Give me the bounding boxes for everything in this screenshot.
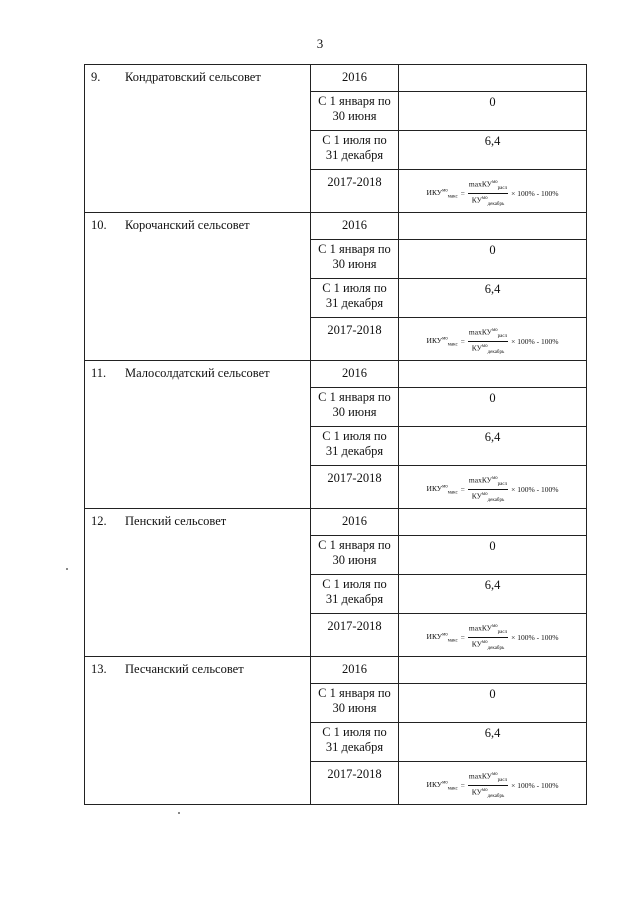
settlement-cell <box>85 657 311 805</box>
year-label: 2016 <box>342 662 367 676</box>
value-cell <box>399 388 587 427</box>
period-label: С 1 января по 30 июня <box>318 242 391 271</box>
period-cell <box>311 723 399 762</box>
index-value: 0 <box>489 391 496 405</box>
formula: $ИКУ^{мо}_{макс}$ = $\frac{\max КУ^{мо}_{расл}}{КУ^{мо}_{декабрь}}$ × 100% - 100% <box>426 327 559 355</box>
formula: $ИКУ^{мо}_{макс}$ = $\frac{\max КУ^{мо}_{расл}}{КУ^{мо}_{декабрь}}$ × 100% - 100% <box>426 771 559 799</box>
value-cell-empty <box>399 213 587 240</box>
table-row <box>85 509 587 536</box>
settlement-name: Малосолдатский сельсовет <box>125 366 270 380</box>
period-label: С 1 июля по 31 декабря <box>322 429 387 458</box>
year-cell <box>311 361 399 388</box>
year-label: 2017-2018 <box>327 471 382 485</box>
index-value: 6,4 <box>484 282 501 296</box>
settlement-name: Корочанский сельсовет <box>125 218 250 232</box>
year-label: 2016 <box>342 218 367 232</box>
year-label: 2017-2018 <box>327 767 382 781</box>
year-label: 2016 <box>342 514 367 528</box>
formula-cell <box>399 318 587 361</box>
formula: $ИКУ^{мо}_{макс}$ = $\frac{\max КУ^{мо}_{расл}}{КУ^{мо}_{декабрь}}$ × 100% - 100% <box>426 475 559 503</box>
period-cell <box>311 575 399 614</box>
value-cell <box>399 536 587 575</box>
year-cell <box>311 509 399 536</box>
value-cell <box>399 92 587 131</box>
value-cell <box>399 723 587 762</box>
value-cell-empty <box>399 361 587 388</box>
year-cell <box>311 65 399 92</box>
year-label: 2016 <box>342 70 367 84</box>
value-cell <box>399 684 587 723</box>
formula-cell <box>399 466 587 509</box>
period-cell <box>311 388 399 427</box>
period-label: С 1 января по 30 июня <box>318 390 391 419</box>
table-row <box>85 65 587 92</box>
settlement-number: 10. <box>91 218 107 232</box>
value-cell <box>399 131 587 170</box>
year-cell <box>311 318 399 361</box>
settlement-number: 12. <box>91 514 107 528</box>
settlement-number: 11. <box>91 366 107 380</box>
year-cell <box>311 762 399 805</box>
period-cell <box>311 427 399 466</box>
value-cell <box>399 427 587 466</box>
value-cell-empty <box>399 509 587 536</box>
index-value: 6,4 <box>484 134 501 148</box>
index-value: 6,4 <box>484 726 501 740</box>
index-value: 0 <box>489 243 496 257</box>
period-label: С 1 января по 30 июня <box>318 538 391 567</box>
period-label: С 1 июля по 31 декабря <box>322 133 387 162</box>
formula: $ИКУ^{мо}_{макс}$ = $\frac{\max КУ^{мо}_{расл}}{КУ^{мо}_{декабрь}}$ × 100% - 100% <box>426 623 559 651</box>
settlement-cell <box>85 65 311 213</box>
period-label: С 1 января по 30 июня <box>318 686 391 715</box>
settlement-number: 13. <box>91 662 107 676</box>
year-cell <box>311 657 399 684</box>
year-label: 2016 <box>342 366 367 380</box>
scan-speck <box>178 812 180 814</box>
value-cell <box>399 575 587 614</box>
period-cell <box>311 131 399 170</box>
table-row <box>85 361 587 388</box>
period-cell <box>311 536 399 575</box>
index-value: 6,4 <box>484 430 501 444</box>
table-row <box>85 213 587 240</box>
settlement-number: 9. <box>91 70 101 84</box>
period-label: С 1 июля по 31 декабря <box>322 725 387 754</box>
value-cell-empty <box>399 657 587 684</box>
year-cell <box>311 170 399 213</box>
settlement-cell <box>85 361 311 509</box>
index-value: 6,4 <box>484 578 501 592</box>
value-cell <box>399 240 587 279</box>
period-cell <box>311 684 399 723</box>
period-label: С 1 января по 30 июня <box>318 94 391 123</box>
index-value: 0 <box>489 539 496 553</box>
period-cell <box>311 92 399 131</box>
year-label: 2017-2018 <box>327 323 382 337</box>
year-label: 2017-2018 <box>327 619 382 633</box>
index-value: 0 <box>489 687 496 701</box>
formula: $ИКУ^{мо}_{макс}$ = $\frac{\max КУ^{мо}_{расл}}{КУ^{мо}_{декабрь}}$ × 100% - 100% <box>426 179 559 207</box>
period-cell <box>311 240 399 279</box>
year-cell <box>311 466 399 509</box>
period-label: С 1 июля по 31 декабря <box>322 281 387 310</box>
formula-cell <box>399 170 587 213</box>
value-cell-empty <box>399 65 587 92</box>
formula-cell <box>399 762 587 805</box>
formula-cell <box>399 614 587 657</box>
settlement-name: Пенский сельсовет <box>125 514 227 528</box>
year-cell <box>311 614 399 657</box>
value-cell <box>399 279 587 318</box>
page-number: 3 <box>316 36 324 51</box>
scan-speck <box>66 568 68 570</box>
settlements-table <box>84 64 587 805</box>
index-value: 0 <box>489 95 496 109</box>
settlement-cell <box>85 509 311 657</box>
period-label: С 1 июля по 31 декабря <box>322 577 387 606</box>
table-row <box>85 657 587 684</box>
year-label: 2017-2018 <box>327 175 382 189</box>
settlement-name: Песчанский сельсовет <box>125 662 244 676</box>
year-cell <box>311 213 399 240</box>
settlement-name: Кондратовский сельсовет <box>125 70 261 84</box>
period-cell <box>311 279 399 318</box>
settlement-cell <box>85 213 311 361</box>
